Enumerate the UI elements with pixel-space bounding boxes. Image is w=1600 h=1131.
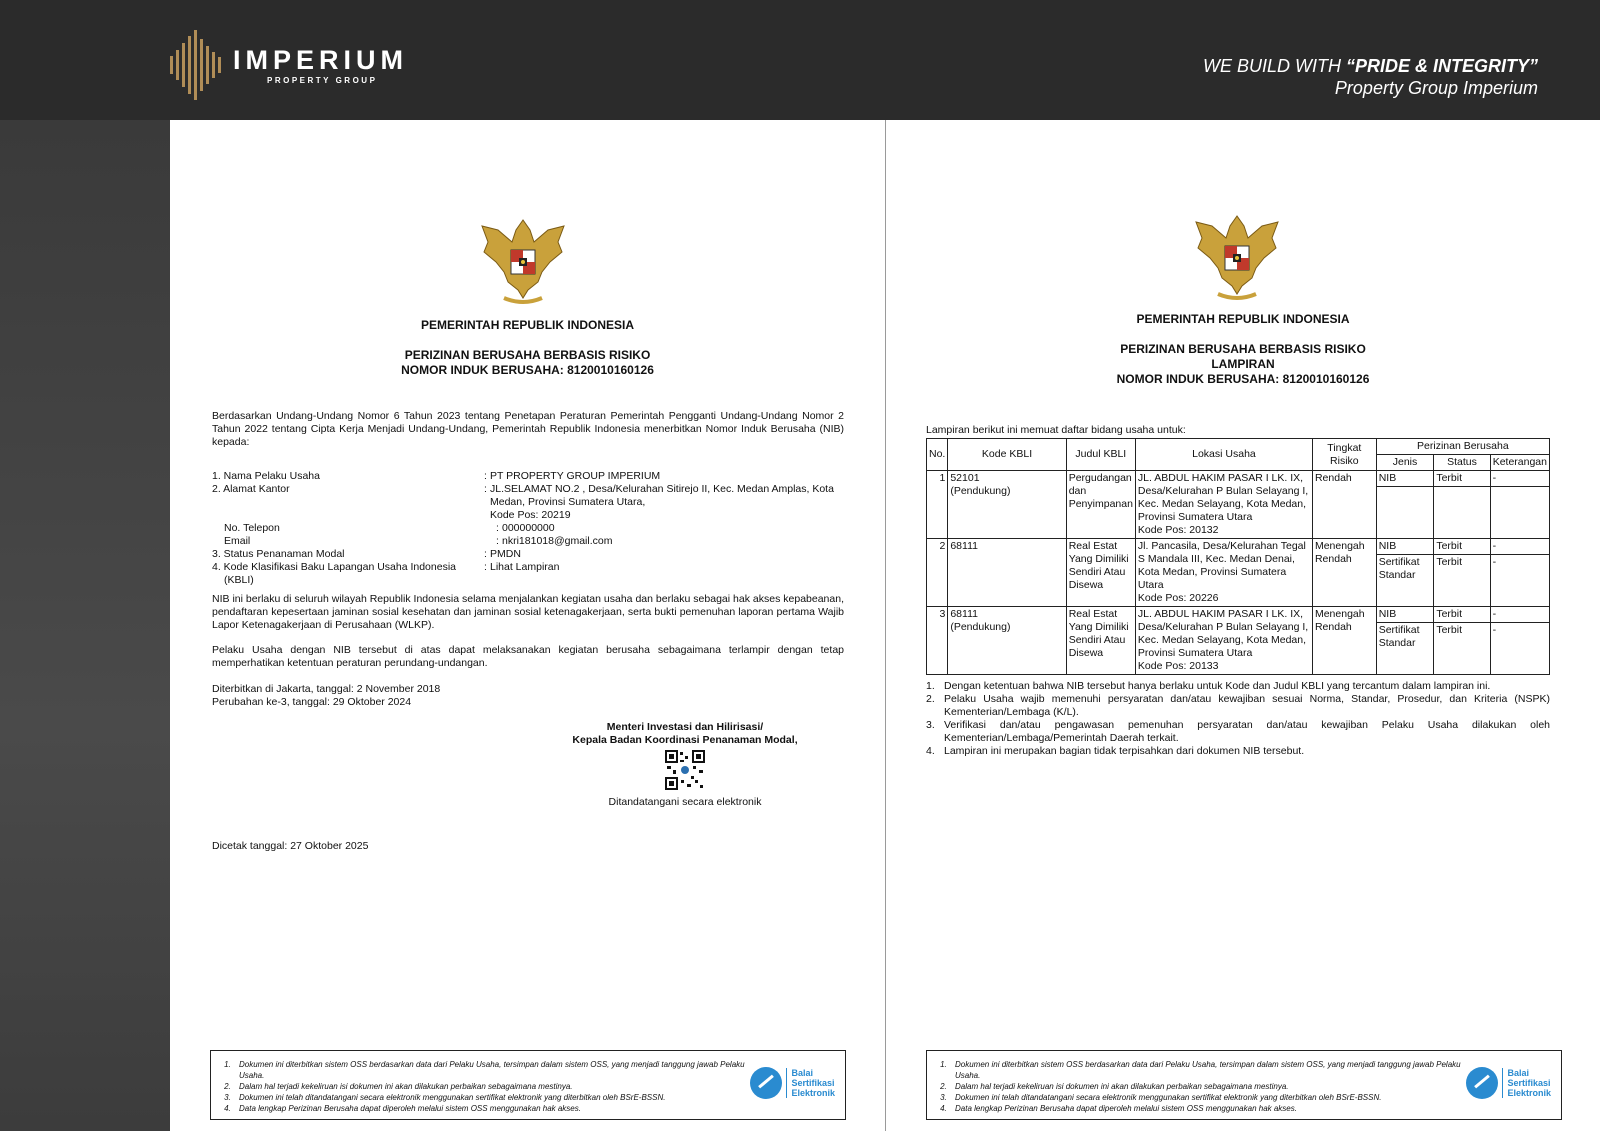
garuda-emblem-icon xyxy=(478,212,568,308)
cell-ket: - xyxy=(1490,471,1549,487)
footer-note: 3. Dokumen ini telah ditandatangani secara elektronik menggunakan sertifikat elektronik yang diterbitkan oleh BSrE-BSSN. xyxy=(233,1092,753,1103)
doc-title: PERIZINAN BERUSAHA BERBASIS RISIKO xyxy=(404,348,651,362)
note-item: 3. Verifikasi dan/atau pengawasan pemenuhan persyaratan dan/atau kewajiban Pelaku Usaha dilakukan oleh Kementerian/Lembaga/Pemerintah Daerah terkait. xyxy=(926,719,1550,744)
col-header-no: No. xyxy=(927,439,948,471)
footer-note: 4. Data lengkap Perizinan Berusaha dapat diperoleh melalui sistem OSS menggunakan hak akses. xyxy=(949,1103,1469,1114)
col-header-lokasi: Lokasi Usaha xyxy=(1135,439,1312,471)
cell-judul: Pergudangan dan Penyimpanan xyxy=(1066,471,1135,539)
bsre-pen-icon xyxy=(1466,1067,1498,1099)
field-row: 3. Status Penanaman Modal : PMDN xyxy=(212,548,521,560)
note-item: 4. Lampiran ini merupakan bagian tidak terpisahkan dari dokumen NIB tersebut. xyxy=(926,745,1305,757)
footer-notes xyxy=(210,1050,846,1120)
field-row: 1. Nama Pelaku Usaha : PT PROPERTY GROUP IMPERIUM xyxy=(212,470,661,482)
field-row: Kode Pos: 20219 xyxy=(490,509,571,521)
cell-ket xyxy=(1490,487,1549,539)
bsre-logo xyxy=(750,1067,835,1099)
nib-number: NOMOR INDUK BERUSAHA: 8120010160126 xyxy=(1116,372,1370,386)
left-background-strip xyxy=(0,120,170,1131)
cell-ket: - xyxy=(1490,539,1549,555)
cell-jenis xyxy=(1376,487,1434,539)
footer-notes xyxy=(926,1050,1562,1120)
col-header-status: Status xyxy=(1434,455,1490,471)
cell-ket: - xyxy=(1490,555,1549,607)
cell-status: Terbit xyxy=(1434,623,1490,675)
cell-no: 1 xyxy=(927,471,948,539)
table-header-row xyxy=(927,439,1550,455)
col-header-perizinan: Perizinan Berusaha xyxy=(1376,439,1549,455)
footer-note: 2. Dalam hal terjadi kekeliruan isi dokumen ini akan dilakukan perbaikan sebagaimana mestinya. xyxy=(233,1081,753,1092)
col-header-kode: Kode KBLI xyxy=(948,439,1066,471)
cell-no: 3 xyxy=(927,607,948,675)
note-item: 2. Pelaku Usaha wajib memenuhi persyaratan dan/atau kewajiban sesuai Norma, Standar, Prosedur, dan Kriteria (NSPK) Kementerian/Lembaga (K/L). xyxy=(926,693,1550,718)
cell-lokasi: JL. ABDUL HAKIM PASAR I LK. IX, Desa/Kelurahan P Bulan Selayang I, Kec. Medan Selayang, Kota Medan, Provinsi Sumatera Utara Kode Pos: 20133 xyxy=(1135,607,1312,675)
lampiran-heading: LAMPIRAN xyxy=(1211,357,1275,371)
cell-jenis: NIB xyxy=(1376,471,1434,487)
cell-jenis: NIB xyxy=(1376,539,1434,555)
footer-note: 4. Data lengkap Perizinan Berusaha dapat diperoleh melalui sistem OSS menggunakan hak akses. xyxy=(233,1103,753,1114)
cell-kode: 68111 (Pendukung) xyxy=(948,607,1066,675)
cell-judul: Real Estat Yang Dimiliki Sendiri Atau Disewa xyxy=(1066,607,1135,675)
footer-note: 2. Dalam hal terjadi kekeliruan isi dokumen ini akan dilakukan perbaikan sebagaimana mestinya. xyxy=(949,1081,1469,1092)
bsre-pen-icon xyxy=(750,1067,782,1099)
bsre-logo xyxy=(1466,1067,1551,1099)
gov-heading: PEMERINTAH REPUBLIK INDONESIA xyxy=(1136,312,1350,326)
cell-ket: - xyxy=(1490,623,1549,675)
cell-jenis: Sertifikat Standar xyxy=(1376,555,1434,607)
cell-jenis: NIB xyxy=(1376,607,1434,623)
bsre-text-line: Elektronik xyxy=(791,1088,835,1098)
validity-paragraph: NIB ini berlaku di seluruh wilayah Republik Indonesia selama menjalankan kegiatan usaha dan berlaku sebagai hak akses kepabeanan, pendaftaran kepesertaan jaminan sosial kesehatan dan jaminan sosial ketenagakerjaan, serta bukti pemenuhan laporan pertama Wajib Lapor Ketenagakerjaan di Perusahaan (WLKP). xyxy=(212,593,844,631)
field-row: (KBLI) xyxy=(224,574,254,586)
field-row: Email : nkri181018@gmail.com xyxy=(224,535,613,547)
kbli-table xyxy=(926,438,1550,675)
tagline-line2: Property Group Imperium xyxy=(1334,78,1538,98)
tagline-emphasis: “PRIDE & INTEGRITY” xyxy=(1345,56,1538,76)
lampiran-intro: Lampiran berikut ini memuat daftar bidang usaha untuk: xyxy=(926,424,1186,436)
logo-subtitle: PROPERTY GROUP xyxy=(267,75,378,85)
qr-code-icon xyxy=(665,750,705,790)
cell-kode: 68111 xyxy=(948,539,1066,607)
bsre-text-line: Elektronik xyxy=(1507,1088,1551,1098)
cell-status: Terbit xyxy=(1434,607,1490,623)
cell-status xyxy=(1434,487,1490,539)
cell-risiko: Menengah Rendah xyxy=(1312,607,1376,675)
logo-bars-icon xyxy=(170,30,221,100)
cell-kode: 52101 (Pendukung) xyxy=(948,471,1066,539)
col-header-risiko: Tingkat Risiko xyxy=(1312,439,1376,471)
logo-wordmark: IMPERIUM xyxy=(233,44,408,75)
change-date: Perubahan ke-3, tanggal: 29 Oktober 2024 xyxy=(212,696,412,708)
signed-electronically-note: Ditandatangani secara elektronik xyxy=(608,796,762,808)
cell-judul: Real Estat Yang Dimiliki Sendiri Atau Disewa xyxy=(1066,539,1135,607)
cell-risiko: Menengah Rendah xyxy=(1312,539,1376,607)
garuda-emblem-icon xyxy=(1192,208,1282,304)
imperium-logo xyxy=(170,30,408,100)
cell-status: Terbit xyxy=(1434,539,1490,555)
bsre-text-line: Balai xyxy=(1507,1068,1529,1078)
cell-lokasi: JL. ABDUL HAKIM PASAR I LK. IX, Desa/Kelurahan P Bulan Selayang I, Kec. Medan Selayang, Kota Medan, Provinsi Sumatera Utara Kode Pos: 20132 xyxy=(1135,471,1312,539)
col-header-jenis: Jenis xyxy=(1376,455,1434,471)
gov-heading: PEMERINTAH REPUBLIK INDONESIA xyxy=(420,318,635,332)
bsre-text-line: Balai xyxy=(791,1068,813,1078)
cell-ket: - xyxy=(1490,607,1549,623)
signer-title-2: Kepala Badan Koordinasi Penanaman Modal, xyxy=(572,734,798,746)
footer-note: 1. Dokumen ini diterbitkan sistem OSS berdasarkan data dari Pelaku Usaha, tersimpan dalam sistem OSS, yang menjadi tanggung jawab Pelaku Usaha. xyxy=(233,1059,753,1081)
field-row: 2. Alamat Kantor : JL.SELAMAT NO.2 , Desa/Kelurahan Sitirejo II, Kec. Medan Amplas, Kota Medan, Provinsi Sumatera Utara, xyxy=(212,483,834,508)
note-item: 1. Dengan ketentuan bahwa NIB tersebut hanya berlaku untuk Kode dan Judul KBLI yang tercantum dalam lampiran ini. xyxy=(926,680,1491,692)
cell-jenis: Sertifikat Standar xyxy=(1376,623,1434,675)
table-row xyxy=(927,607,1550,623)
cell-no: 2 xyxy=(927,539,948,607)
cell-lokasi: Jl. Pancasila, Desa/Kelurahan Tegal S Mandala III, Kec. Medan Denai, Kota Medan, Provinsi Sumatera Utara Kode Pos: 20226 xyxy=(1135,539,1312,607)
field-row: No. Telepon : 000000000 xyxy=(224,522,555,534)
footer-note: 1. Dokumen ini diterbitkan sistem OSS berdasarkan data dari Pelaku Usaha, tersimpan dalam sistem OSS, yang menjadi tanggung jawab Pelaku Usaha. xyxy=(949,1059,1469,1081)
business-fields xyxy=(212,470,852,587)
issued-date: Diterbitkan di Jakarta, tanggal: 2 November 2018 xyxy=(212,683,441,695)
col-header-ket: Keterangan xyxy=(1490,455,1549,471)
doc-title: PERIZINAN BERUSAHA BERBASIS RISIKO xyxy=(1120,342,1366,356)
cell-risiko: Rendah xyxy=(1312,471,1376,539)
printed-date: Dicetak tanggal: 27 Oktober 2025 xyxy=(212,840,369,852)
document-page-1 xyxy=(170,120,885,1131)
table-row xyxy=(927,539,1550,555)
cell-status: Terbit xyxy=(1434,471,1490,487)
nib-number: NOMOR INDUK BERUSAHA: 8120010160126 xyxy=(401,363,654,377)
cell-status: Terbit xyxy=(1434,555,1490,607)
bsre-text-line: Sertifikasi xyxy=(1507,1078,1551,1088)
table-row xyxy=(927,471,1550,487)
field-row: 4. Kode Klasifikasi Baku Lapangan Usaha Indonesia : Lihat Lampiran xyxy=(212,561,560,573)
bsre-text-line: Sertifikasi xyxy=(791,1078,835,1088)
col-header-judul: Judul KBLI xyxy=(1066,439,1135,471)
lampiran-notes xyxy=(926,680,1550,758)
compliance-paragraph: Pelaku Usaha dengan NIB tersebut di atas dapat melaksanakan kegiatan berusaha sebagaimana terlampir dengan tetap memperhatikan ketentuan peraturan perundang-undangan. xyxy=(212,644,844,669)
intro-paragraph: Berdasarkan Undang-Undang Nomor 6 Tahun 2023 tentang Penetapan Peraturan Pemerintah Pengganti Undang-Undang Nomor 2 Tahun 2022 tentang Cipta Kerja Menjadi Undang-Undang, Pemerintah Republik Indonesia menerbitkan Nomor Induk Berusaha (NIB) kepada: xyxy=(212,410,844,448)
document-page-2 xyxy=(886,120,1600,1131)
signer-title-1: Menteri Investasi dan Hilirisasi/ xyxy=(606,721,764,733)
tagline xyxy=(1203,55,1538,99)
footer-note: 3. Dokumen ini telah ditandatangani secara elektronik menggunakan sertifikat elektronik yang diterbitkan oleh BSrE-BSSN. xyxy=(949,1092,1469,1103)
tagline-prefix: WE BUILD WITH xyxy=(1202,56,1346,76)
